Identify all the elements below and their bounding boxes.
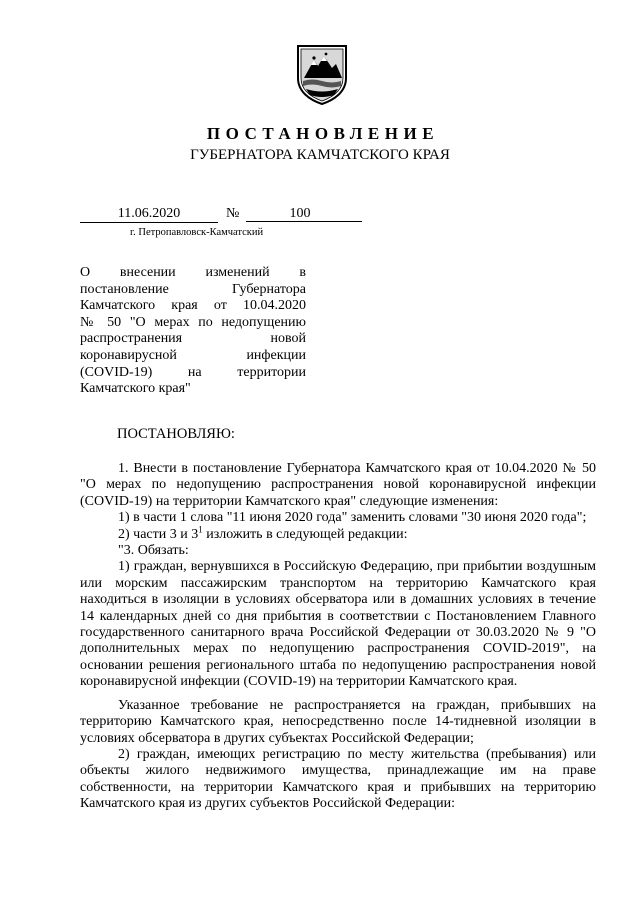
paragraph-text: изложить в следующей редакции: [202,526,408,542]
paragraph: 2) граждан, имеющих регистрацию по месту жительства (пребывания) или объекты жилого недвижимого имущества, принадлежащие им на праве собственности, на территории Камчатского края и прибывших на территорию Камчатского края из других субъектов Российской Федерации: [80,746,596,812]
city-name: г. Петропавловск-Камчатский [130,227,264,238]
document-date: 11.06.2020 [80,206,218,223]
paragraph: 1) в части 1 слова "11 июня 2020 года" заменить словами "30 июня 2020 года"; [118,510,587,526]
subject-line: Камчатского края" [80,381,191,397]
paragraph: 1. Внести в постановление Губернатора Камчатского края от 10.04.2020 № 50 "О мерах по недопущению распространения новой коронавирусной инфекции (COVID-19) на территории Камчатского края" следующие изменения: [80,461,596,509]
decree-word: ПОСТАНОВЛЯЮ: [117,426,235,442]
subject-line: (COVID-19) на территории [80,364,306,380]
paragraph: 1) граждан, вернувшихся в Российскую Федерацию, при прибытии воздушным или морским пассажирским транспортом на территорию Камчатского края находиться в изоляции в условиях обсерватора или в домашних условиях в течение 14 календарных дней со дня прибытия в соответствии с Постановлением Главного государственного санитарного врача Российской Федерации от 30.03.2020 № 9 "О дополнительных мерах по недопущению распространения COVID-2019", на основании решения регионального штаба по недопущению распространения новой коронавирусной инфекции (COVID-19) на территории Камчатского края. [80,559,596,690]
document-number: 100 [246,206,362,222]
subject-line: Камчатского края от 10.04.2020 [80,298,306,314]
superscript: 1 [198,523,203,534]
coat-of-arms-icon [296,44,348,106]
subject-line: постановление Губернатора [80,281,306,297]
paragraph-text: 2) части 3 и 3 [118,526,199,542]
document-subject [80,265,306,398]
document-body [80,461,596,813]
document-subtitle: ГУБЕРНАТОРА КАМЧАТСКОГО КРАЯ [190,147,450,163]
subject-line: распространения новой [80,331,306,347]
subject-line: О внесении изменений в [80,265,306,280]
paragraph: Указанное требование не распространяется на граждан, прибывших на территорию Камчатского края, непосредственно после 14-тидневной изоляции в условиях обсерватора в других субъектах Российской Федерации; [80,697,596,746]
subject-line: № 50 "О мерах по недопущению [80,314,306,330]
document-title: ПОСТАНОВЛЕНИЕ [206,124,440,143]
subject-line: коронавирусной инфекции [80,347,306,363]
paragraph [80,523,596,543]
number-sign: № [226,206,240,221]
paragraph: "3. Обязать: [118,543,189,559]
